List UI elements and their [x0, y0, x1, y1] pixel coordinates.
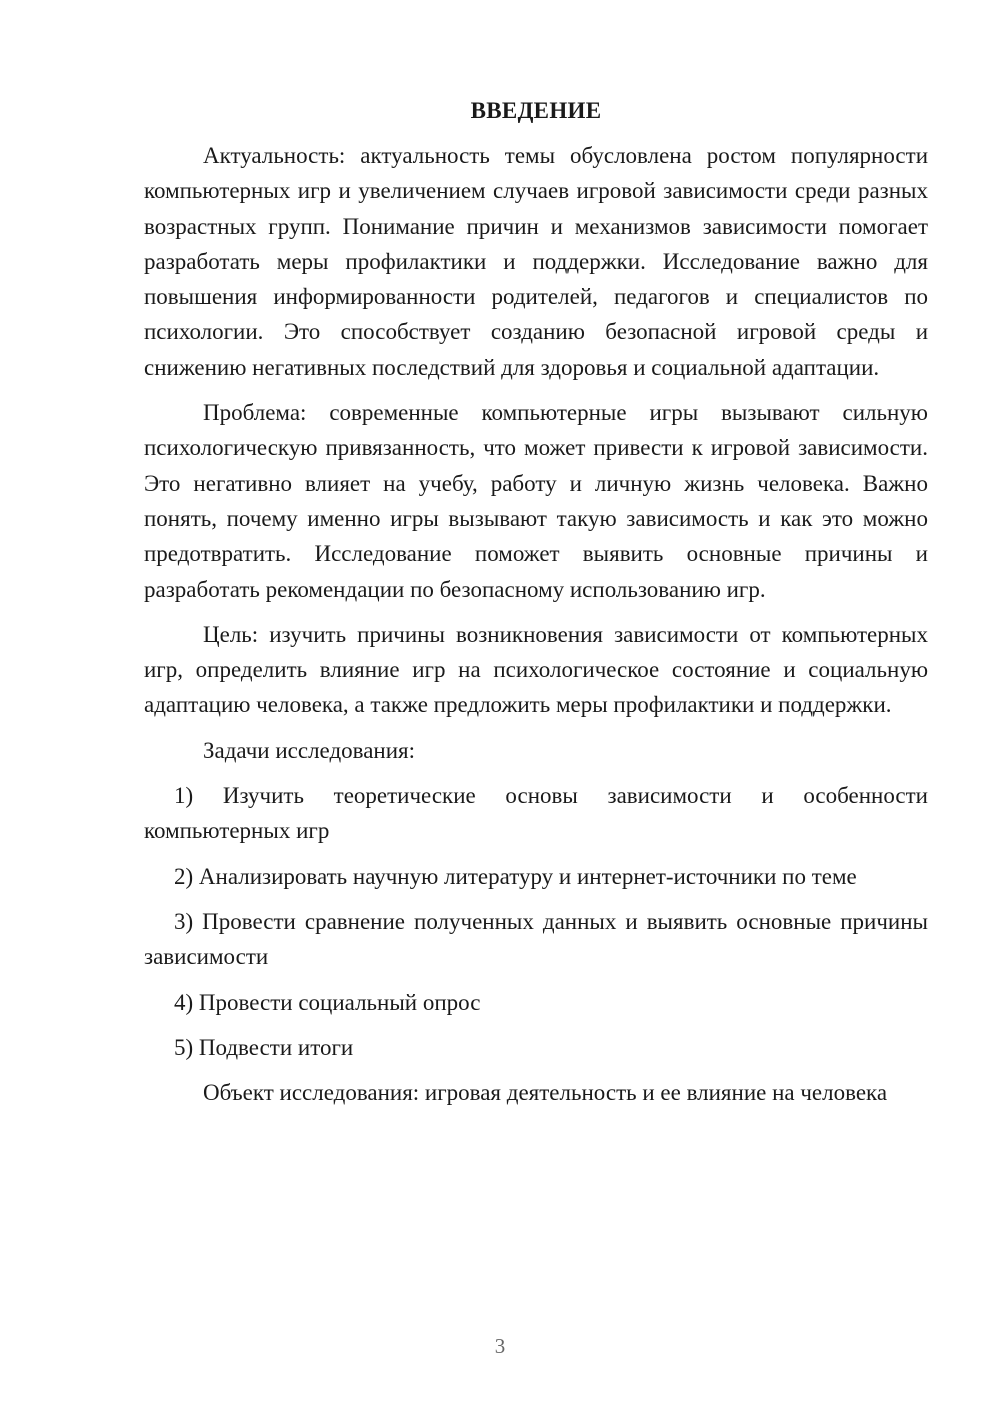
- page-title: ВВЕДЕНИЕ: [470, 98, 602, 123]
- task-item-1: 1) Изучить теоретические основы зависимости и особенности компьютерных игр: [144, 783, 928, 844]
- task-item-4: 4) Провести социальный опрос: [174, 989, 481, 1015]
- task-item-3: 3) Провести сравнение полученных данных и выявить основные причины зависимости: [144, 908, 928, 970]
- document-page: [144, 96, 928, 1120]
- tasks-heading: Задачи исследования:: [203, 737, 416, 763]
- page-number: 3: [494, 1334, 506, 1358]
- task-item-5: 5) Подвести итоги: [174, 1034, 354, 1060]
- goal-paragraph: Цель: изучить причины возникновения зависимости от компьютерных игр, определить влияние игр на психологическое состояние и социальную адаптацию человека, а также предложить меры профилактики и поддержки.: [144, 621, 928, 718]
- relevance-paragraph: Актуальность: актуальность темы обусловлена ростом популярности компьютерных игр и увеличением случаев игровой зависимости среди разных возрастных групп. Понимание причин и механизмов зависимости помогает разработать меры профилактики и поддержки. Исследование важно для повышения информированности родителей, педагогов и специалистов по психологии. Это способствует созданию безопасной игровой среды и снижению негативных последствий для здоровья и социальной адаптации.: [144, 143, 928, 380]
- object-paragraph: Объект исследования: игровая деятельность и ее влияние на человека: [203, 1080, 888, 1106]
- problem-paragraph: Проблема: современные компьютерные игры вызывают сильную психологическую привязанность, что может привести к игровой зависимости. Это негативно влияет на учебу, работу и личную жизнь человека. Важно понять, почему именно игры вызывают такую зависимость и как это можно предотвратить. Исследование поможет выявить основные причины и разработать рекомендации по безопасному использованию игр.: [144, 400, 928, 602]
- task-item-2: 2) Анализировать научную литературу и интернет-источники по теме: [174, 863, 857, 889]
